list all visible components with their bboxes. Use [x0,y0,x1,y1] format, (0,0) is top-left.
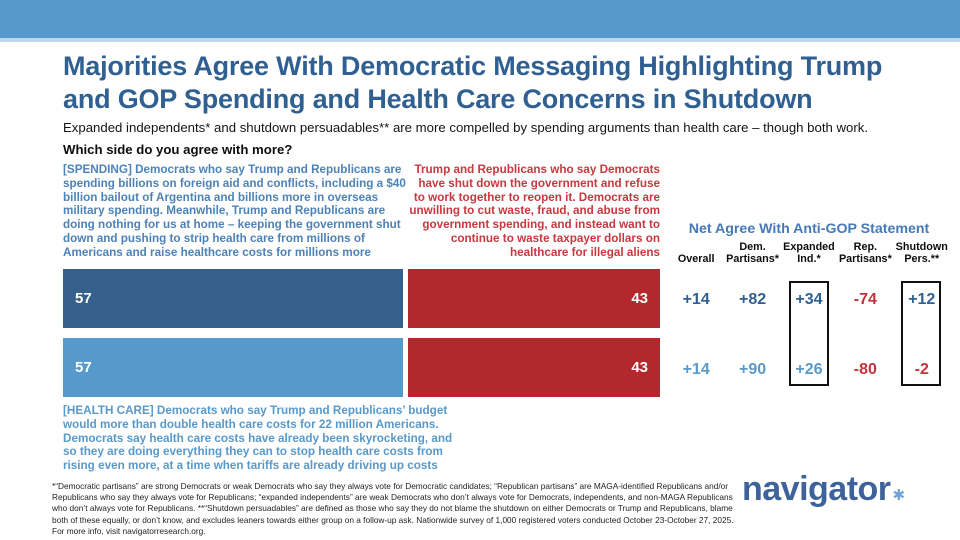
bar-spending [63,269,660,328]
net-table-header [668,241,950,266]
net-value: +14 [682,291,710,308]
top-banner [0,0,960,38]
bar-healthcare-gop-value: 43 [631,359,648,376]
net-value: +90 [739,361,767,378]
statement-healthcare: [HEALTH CARE] Democrats who say Trump and Republicans’ budget would more than double health care costs for 22 million Americans. Democrats say health care costs have already been skyrocketing, and so they are doing everything they can to stop health care costs from rising even more, at a time when tariffs are already driving up costs [63,404,453,473]
top-banner-accent-line [0,38,960,42]
net-values-row-spending [668,291,950,309]
bar-healthcare-gop-segment [408,338,660,397]
bar-healthcare-dem-value: 57 [75,359,92,376]
column-header-dem-partisans: Dem. Partisans* [726,241,779,266]
navigator-logo-text: navigator [742,470,891,508]
bar-spending-dem-segment [63,269,403,328]
statement-gop: Trump and Republicans who say Democrats have shut down the government and refuse to work together to reopen it. Democrats are unwilling to cut waste, fraud, and abuse from government spending, and instead want to continue to waste taxpayer dollars on healthcare for illegal aliens [409,163,660,259]
net-value: +12 [908,291,936,308]
column-header-shutdown-pers: Shutdown Pers.** [895,241,948,266]
bar-spending-gop-value: 43 [631,290,648,307]
net-value: -80 [853,361,877,378]
net-value: +14 [682,361,710,378]
bar-healthcare [63,338,660,397]
statement-spending: [SPENDING] Democrats who say Trump and Republicans are spending billions on foreign aid and conflicts, including a $40 billion bailout of Argentina and billions more in overseas military spending. Meanwhile, Trump and Republicans are doing nothing for us at home – keeping the government shut down and pushing to strip health care from millions of Americans and raise healthcare costs for millions more [63,163,406,259]
bar-spending-dem-value: 57 [75,290,92,307]
bar-spending-gop-segment [408,269,660,328]
net-value: +82 [739,291,767,308]
navigator-logo [742,470,905,509]
net-value: -2 [914,361,929,378]
net-value: +34 [795,291,823,308]
question-label: Which side do you agree with more? [63,142,293,157]
page-title: Majorities Agree With Democratic Messaging Highlighting Trump and GOP Spending and Health Care Concerns in Shutdown [63,51,883,114]
net-agree-table [668,221,950,378]
net-value: -74 [853,291,877,308]
navigator-logo-star-icon: ✱ [892,487,906,504]
net-value: +26 [795,361,823,378]
column-header-overall: Overall [677,253,715,266]
column-header-rep-partisans: Rep. Partisans* [838,241,892,266]
footnote: *“Democratic partisans” are strong Democrats or weak Democrats who say they always vote for Democratic candidates; “Republican partisans” are MAGA-identified Republicans and/or Republicans who say they always vote for Republicans; “expanded independents” are weak Democrats who don’t always vote for Democrats, independents, and non-MAGA Republicans who don’t always vote for Republicans. **“Shutdown persuadables” are defined as those who say they do not blame the shutdown on either Democrats or Trump and Republicans, blame both of these equally, or don’t know, and excludes leaners towards either group on a follow-up ask. Nationwide survey of 1,000 registered voters conducted October 23-October 27, 2025. For more info, visit navigatorresearch.org. [52,481,734,536]
net-values-row-healthcare [668,361,950,379]
subtitle: Expanded independents* and shutdown persuadables** are more compelled by spending arguments than health care – though both work. [63,120,868,135]
bar-healthcare-dem-segment [63,338,403,397]
net-table-title: Net Agree With Anti-GOP Statement [688,221,930,237]
column-header-expanded-ind: Expanded Ind.* [783,241,835,266]
